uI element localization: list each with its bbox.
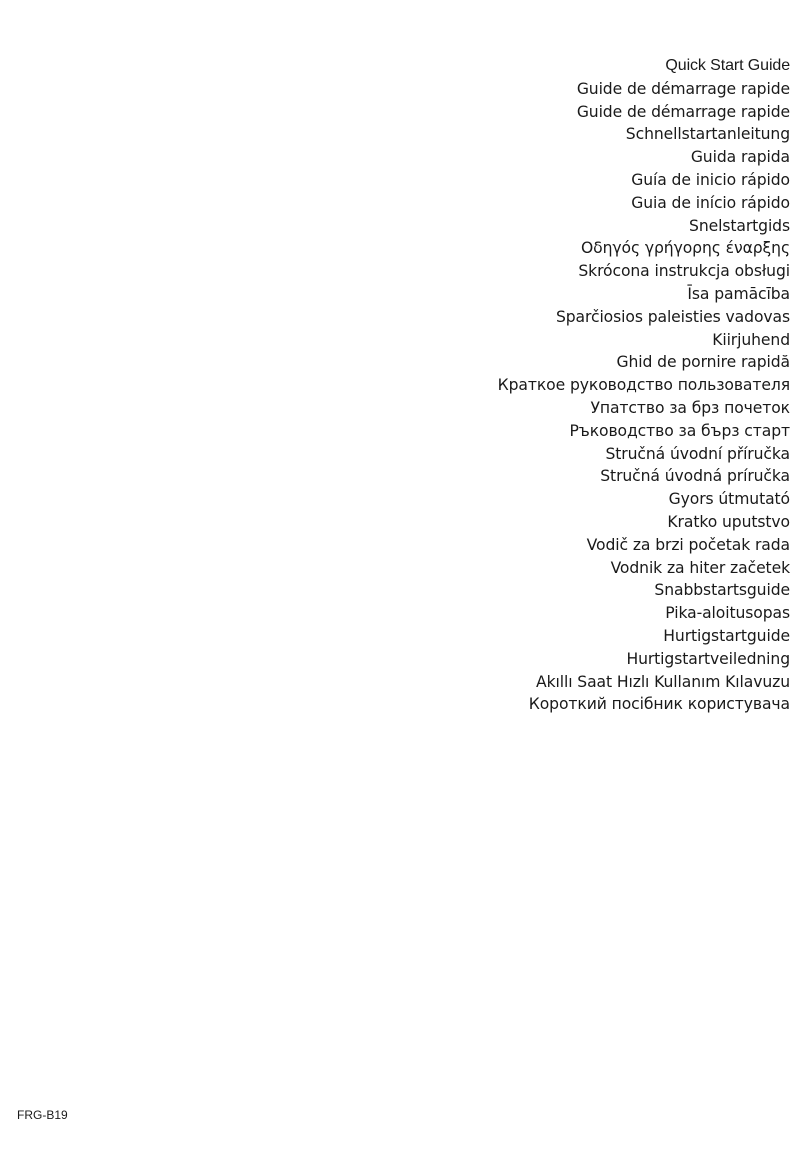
guide-title-croatian: Vodič za brzi početak rada [586, 535, 790, 554]
guide-title-italian: Guida rapida [690, 148, 790, 167]
guide-title-ukrainian: Короткий посібник користувача [528, 695, 790, 714]
guide-title-german: Schnellstartanleitung [625, 125, 790, 144]
guide-title-bulgarian: Ръководство за бърз старт [569, 421, 790, 440]
guide-title-turkish: Akıllı Saat Hızlı Kullanım Kılavuzu [536, 672, 790, 691]
guide-title-finnish: Pika-aloitusopas [665, 604, 790, 623]
guide-title-slovak: Stručná úvodná príručka [600, 467, 790, 486]
guide-title-greek: Οδηγός γρήγορης έναρξης [581, 239, 790, 258]
guide-title-english: Quick Start Guide [665, 57, 790, 74]
guide-title-latvian: Īsa pamācība [687, 284, 790, 303]
guide-title-portuguese: Guia de início rápido [631, 193, 790, 212]
guide-title-macedonian: Упатство за брз почеток [590, 398, 790, 417]
guide-title-swedish: Snabbstartsguide [654, 581, 790, 600]
guide-title-polish: Skrócona instrukcja obsługi [578, 262, 790, 281]
guide-title-russian: Краткое руководство пользователя [497, 376, 790, 395]
guide-title-romanian: Ghid de pornire rapidă [616, 353, 790, 372]
guide-title-hungarian: Gyors útmutató [668, 490, 790, 509]
guide-title-french-2: Guide de démarrage rapide [576, 102, 790, 121]
guide-title-norwegian: Hurtigstartveiledning [626, 649, 790, 668]
guide-title-estonian: Kiirjuhend [712, 330, 790, 349]
guide-title-serbian: Kratko uputstvo [667, 512, 790, 531]
guide-title-french: Guide de démarrage rapide [576, 79, 790, 98]
guide-title-dutch: Snelstartgids [689, 216, 790, 235]
guide-title-spanish: Guía de inicio rápido [631, 170, 790, 189]
guide-title-danish: Hurtigstartguide [663, 626, 790, 645]
guide-title-slovenian: Vodnik za hiter začetek [610, 558, 790, 577]
guide-title-lithuanian: Sparčiosios paleisties vadovas [555, 307, 790, 326]
guide-title-list [498, 55, 790, 716]
guide-title-czech: Stručná úvodní příručka [605, 444, 790, 463]
model-code: FRG-B19 [17, 1108, 68, 1122]
